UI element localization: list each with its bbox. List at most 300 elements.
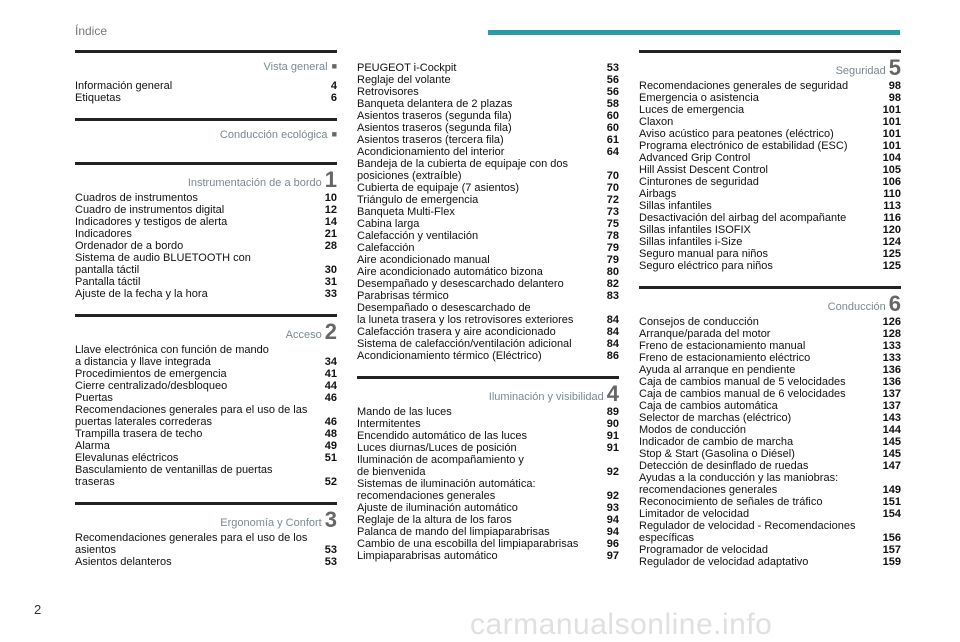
toc-entry[interactable] [639,316,901,328]
entry-label: Calefacción y ventilación [357,230,479,242]
entry-list [357,62,619,362]
entry-label: Desempañado y desescarchado delantero [357,278,564,290]
entry-page-number: 96 [606,538,619,550]
entry-page-number: 75 [606,218,619,230]
toc-entry[interactable] [75,404,337,428]
section-number: 5 [888,55,901,80]
entry-label: Seguro manual para niños [639,248,769,260]
entry-label: Advanced Grip Control [639,152,751,164]
entry-page-number: 91 [606,430,619,442]
entry-label: Cierre centralizado/desbloqueo [75,380,228,392]
toc-entry[interactable] [639,340,901,352]
entry-page-number: 105 [882,164,901,176]
section-title[interactable] [220,127,337,141]
entry-label: Sistemas de iluminación automática: recomendaciones generales [357,478,536,502]
toc-entry[interactable] [639,224,901,236]
toc-entry[interactable] [639,556,901,568]
entry-page-number: 56 [606,86,619,98]
entry-page-number: 14 [324,216,337,228]
toc-entry[interactable] [75,276,337,288]
toc-entry[interactable] [357,338,619,350]
toc-entry[interactable] [357,278,619,290]
entry-label: Claxon [639,116,674,128]
entry-label: Seguro eléctrico para niños [639,260,773,272]
toc-entry[interactable] [639,80,901,92]
entry-label: Indicador de cambio de marcha [639,436,794,448]
toc-entry[interactable] [357,62,619,74]
entry-page-number: 53 [606,62,619,74]
toc-entry[interactable] [357,158,619,182]
entry-page-number: 46 [324,392,337,404]
entry-page-number: 144 [882,424,901,436]
toc-entry[interactable] [639,388,901,400]
entry-page-number: 101 [882,116,901,128]
section-number: 4 [606,381,619,406]
entry-page-number: 137 [882,400,901,412]
entry-page-number: 83 [606,290,619,302]
section-title[interactable] [187,167,337,192]
entry-label: Cabina larga [357,218,420,230]
entry-page-number: 34 [324,356,337,368]
entry-label: Caja de cambios automática [639,400,778,412]
entry-label: Alarma [75,440,110,452]
entry-page-number: 92 [606,490,619,502]
entry-page-number: 80 [606,266,619,278]
toc-entry[interactable] [75,428,337,440]
toc-entry[interactable] [357,326,619,338]
entry-label: Reconocimiento de señales de tráfico [639,496,823,508]
entry-page-number: 89 [606,406,619,418]
toc-section [75,314,337,488]
entry-label: Freno de estacionamiento eléctrico [639,352,811,364]
entry-label: Programa electrónico de estabilidad (ESC) [639,140,848,152]
entry-label: Ordenador de a bordo [75,240,184,252]
section-title-label: Iluminación y visibilidad [488,391,604,403]
entry-label: Emergencia o asistencia [639,92,759,104]
entry-label: Iluminación de acompañamiento y de bienvenida [357,454,524,478]
entry-page-number: 82 [606,278,619,290]
toc-entry[interactable] [639,188,901,200]
toc-section [75,502,337,568]
entry-label: Asientos delanteros [75,556,172,568]
toc-entry[interactable] [357,526,619,538]
entry-page-number: 101 [882,140,901,152]
toc-entry[interactable] [357,454,619,478]
entry-page-number: 79 [606,242,619,254]
entry-label: Detección de desinflado de ruedas [639,460,809,472]
toc-entry[interactable] [639,152,901,164]
toc-entry[interactable] [75,216,337,228]
toc-entry[interactable] [357,122,619,134]
entry-page-number: 106 [882,176,901,188]
toc-entry[interactable] [75,344,337,368]
toc-entry[interactable] [75,80,337,92]
toc-entry[interactable] [639,200,901,212]
entry-label: Stop & Start (Gasolina o Diésel) [639,448,795,460]
toc-section [75,118,337,148]
toc-entry[interactable] [75,464,337,488]
entry-page-number: 147 [882,460,901,472]
toc-entry[interactable] [75,288,337,300]
toc-entry[interactable] [639,496,901,508]
entry-label: Retrovisores [357,86,419,98]
entry-page-number: 154 [882,508,901,520]
entry-label: Caja de cambios manual de 6 velocidades [639,388,846,400]
entry-page-number: 128 [882,328,901,340]
toc-entry[interactable] [357,98,619,110]
watermark: carmanualsonline.info [470,608,773,641]
toc-entry[interactable] [357,350,619,362]
entry-label: Llave electrónica con función de mando a distancia y llave integrada [75,344,269,368]
toc-section [357,376,619,562]
toc-entry[interactable] [75,192,337,204]
entry-label: Indicadores [75,228,132,240]
section-number: 1 [324,167,337,192]
section-title-label: Instrumentación de a bordo [187,177,322,189]
entry-page-number: 10 [324,192,337,204]
toc-entry[interactable] [75,452,337,464]
entry-page-number: 72 [606,194,619,206]
entry-label: Sillas infantiles i-Size [639,236,743,248]
toc-entry[interactable] [357,406,619,418]
entry-page-number: 143 [882,412,901,424]
toc-entry[interactable] [639,260,901,272]
entry-page-number: 79 [606,254,619,266]
entry-label: Airbags [639,188,677,200]
entry-label: Ajuste de iluminación automático [357,502,518,514]
section-title-label: Vista general [263,61,328,73]
toc-entry[interactable] [639,472,901,496]
entry-label: Cinturones de seguridad [639,176,759,188]
section-number: 6 [888,291,901,316]
toc-entry[interactable] [75,556,337,568]
entry-list [357,406,619,562]
entry-label: Recomendaciones generales para el uso de las puertas laterales correderas [75,404,308,428]
square-bullet-icon: ■ [331,129,337,139]
toc-entry[interactable] [357,86,619,98]
toc-entry[interactable] [75,228,337,240]
toc-entry[interactable] [639,164,901,176]
entry-page-number: 44 [324,380,337,392]
toc-entry[interactable] [75,392,337,404]
toc-entry[interactable] [75,380,337,392]
section-header [75,162,337,192]
entry-page-number: 113 [883,200,901,212]
entry-page-number: 12 [324,204,337,216]
toc-entry[interactable] [357,74,619,86]
entry-page-number: 91 [606,442,619,454]
entry-label: Reglaje del volante [357,74,451,86]
toc-entry[interactable] [75,252,337,276]
section-title[interactable] [285,319,337,344]
toc-entry[interactable] [357,290,619,302]
entry-page-number: 98 [888,92,901,104]
toc-entry[interactable] [75,92,337,104]
section-header [75,502,337,532]
entry-page-number: 70 [606,170,619,182]
entry-label: Encendido automático de las luces [357,430,527,442]
toc-entry[interactable] [357,514,619,526]
entry-page-number: 137 [882,388,901,400]
entry-list [639,80,901,272]
entry-label: Etiquetas [75,92,121,104]
toc-entry[interactable] [639,400,901,412]
entry-page-number: 93 [606,502,619,514]
entry-label: Aire acondicionado manual [357,254,490,266]
entry-label: Aire acondicionado automático bizona [357,266,543,278]
entry-label: Acondicionamiento del interior [357,146,505,158]
toc-entry[interactable] [639,352,901,364]
entry-label: Bandeja de la cubierta de equipaje con dos posiciones (extraíble) [357,158,568,182]
entry-page-number: 41 [324,368,337,380]
toc-entry[interactable] [75,532,337,556]
entry-label: Sistema de calefacción/ventilación adicional [357,338,572,350]
toc-entry[interactable] [357,146,619,158]
entry-label: Luces diurnas/Luces de posición [357,442,517,454]
entry-page-number: 124 [882,236,901,248]
entry-list [75,532,337,568]
toc-entry[interactable] [357,418,619,430]
entry-label: Elevalunas eléctricos [75,452,179,464]
entry-list [75,80,337,104]
entry-page-number: 92 [606,466,619,478]
section-title-label: Ergonomía y Confort [220,517,322,529]
section-title[interactable] [220,507,337,532]
toc-entry[interactable] [639,176,901,188]
entry-label: Asientos traseros (tercera fila) [357,134,504,146]
entry-page-number: 60 [606,122,619,134]
entry-page-number: 133 [882,340,901,352]
entry-label: Recomendaciones generales de seguridad [639,80,849,92]
section-header [75,118,337,148]
section-header [75,314,337,344]
toc-entry[interactable] [357,302,619,326]
toc-entry[interactable] [357,134,619,146]
section-title-label: Seguridad [835,65,886,77]
toc-entry[interactable] [357,242,619,254]
toc-entry[interactable] [357,538,619,550]
entry-label: Ayudas a la conducción y las maniobras: recomendaciones generales [639,472,839,496]
toc-entry[interactable] [639,212,901,224]
toc-entry[interactable] [639,376,901,388]
entry-label: Hill Assist Descent Control [639,164,768,176]
entry-label: Banqueta Multi-Flex [357,206,455,218]
entry-label: Palanca de mando del limpiaparabrisas [357,526,550,538]
toc-entry[interactable] [639,544,901,556]
entry-page-number: 156 [882,532,901,544]
entry-label: Sillas infantiles [639,200,712,212]
toc-entry[interactable] [639,448,901,460]
toc-entry[interactable] [639,104,901,116]
toc-entry[interactable] [357,478,619,502]
entry-label: Consejos de conducción [639,316,759,328]
square-bullet-icon: ■ [331,61,337,71]
entry-label: Cambio de una escobilla del limpiaparabrisas [357,538,579,550]
entry-page-number: 125 [882,260,901,272]
entry-label: Trampilla trasera de techo [75,428,203,440]
entry-label: Selector de marchas (eléctrico) [639,412,792,424]
section-number: 2 [324,319,337,344]
section-title[interactable] [488,381,619,406]
section-title[interactable] [835,55,901,80]
entry-page-number: 6 [330,92,337,104]
entry-page-number: 126 [882,316,901,328]
section-header [357,376,619,406]
section-header [639,286,901,316]
entry-label: Calefacción [357,242,415,254]
entry-page-number: 86 [606,350,619,362]
entry-label: Programador de velocidad [639,544,769,556]
entry-page-number: 84 [606,314,619,326]
entry-label: Cubierta de equipaje (7 asientos) [357,182,520,194]
toc-entry[interactable] [357,230,619,242]
entry-label: Asientos traseros (segunda fila) [357,110,512,122]
entry-label: Desempañado o desescarchado de la luneta trasera y los retrovisores exteriores [357,302,574,326]
toc-entry[interactable] [639,328,901,340]
entry-page-number: 46 [324,416,337,428]
toc-entry[interactable] [357,182,619,194]
toc-entry[interactable] [357,266,619,278]
entry-page-number: 60 [606,110,619,122]
entry-label: Información general [75,80,173,92]
section-title-label: Conducción ecológica [219,129,328,141]
entry-label: Mando de las luces [357,406,452,418]
entry-page-number: 64 [606,146,619,158]
toc-entry[interactable] [639,364,901,376]
entry-label: Procedimientos de emergencia [75,368,227,380]
entry-page-number: 125 [882,248,901,260]
toc-section [75,50,337,104]
entry-list [639,316,901,568]
section-header [75,50,337,80]
entry-list [75,344,337,488]
entry-label: Sistema de audio BLUETOOTH con pantalla táctil [75,252,251,276]
toc-section [357,62,619,362]
toc-entry[interactable] [357,194,619,206]
toc-entry[interactable] [639,520,901,544]
entry-page-number: 73 [606,206,619,218]
page-number: 2 [34,602,42,617]
entry-label: Triángulo de emergencia [357,194,479,206]
entry-label: Caja de cambios manual de 5 velocidades [639,376,846,388]
entry-page-number: 28 [324,240,337,252]
toc-entry[interactable] [639,248,901,260]
entry-page-number: 33 [324,288,337,300]
entry-label: PEUGEOT i-Cockpit [357,62,457,74]
toc-entry[interactable] [639,508,901,520]
toc-entry[interactable] [639,92,901,104]
entry-page-number: 116 [883,212,901,224]
section-number: 3 [324,507,337,532]
entry-label: Intermitentes [357,418,421,430]
toc-entry[interactable] [639,460,901,472]
toc-entry[interactable] [357,430,619,442]
entry-page-number: 48 [324,428,337,440]
toc-entry[interactable] [639,424,901,436]
entry-page-number: 94 [606,526,619,538]
toc-entry[interactable] [639,236,901,248]
toc-entry[interactable] [639,412,901,424]
entry-page-number: 110 [883,188,901,200]
entry-page-number: 98 [888,80,901,92]
toc-entry[interactable] [75,440,337,452]
entry-page-number: 104 [882,152,901,164]
section-title[interactable] [264,59,337,73]
entry-page-number: 31 [324,276,337,288]
entry-label: Regulador de velocidad adaptativo [639,556,809,568]
entry-page-number: 53 [324,544,337,556]
toc-entry[interactable] [357,110,619,122]
toc-column-3 [639,50,901,582]
toc-entry[interactable] [357,550,619,562]
entry-label: Sillas infantiles ISOFIX [639,224,751,236]
toc-column-2 [357,50,619,576]
section-title-label: Acceso [285,329,322,341]
entry-page-number: 30 [324,264,337,276]
entry-page-number: 97 [606,550,619,562]
toc-entry[interactable] [639,140,901,152]
entry-label: Cuadro de instrumentos digital [75,204,225,216]
entry-page-number: 136 [882,376,901,388]
toc-entry[interactable] [639,128,901,140]
entry-list [75,192,337,300]
toc-entry[interactable] [357,502,619,514]
entry-page-number: 151 [882,496,901,508]
entry-page-number: 101 [882,128,901,140]
entry-label: Limitador de velocidad [639,508,750,520]
entry-page-number: 4 [330,80,337,92]
toc-entry[interactable] [639,116,901,128]
entry-page-number: 84 [606,338,619,350]
entry-label: Banqueta delantera de 2 plazas [357,98,513,110]
entry-label: Indicadores y testigos de alerta [75,216,228,228]
toc-entry[interactable] [357,442,619,454]
entry-page-number: 52 [324,476,337,488]
entry-page-number: 145 [882,436,901,448]
entry-label: Aviso acústico para peatones (eléctrico) [639,128,834,140]
entry-label: Ajuste de la fecha y la hora [75,288,208,300]
toc-entry[interactable] [357,254,619,266]
entry-label: Freno de estacionamiento manual [639,340,806,352]
entry-label: Luces de emergencia [639,104,745,116]
section-title[interactable] [827,291,901,316]
entry-page-number: 61 [606,134,619,146]
toc-entry[interactable] [357,206,619,218]
entry-label: Calefacción trasera y aire acondicionado [357,326,556,338]
entry-page-number: 90 [606,418,619,430]
section-title-label: Conducción [827,301,886,313]
toc-entry[interactable] [639,436,901,448]
toc-entry[interactable] [75,240,337,252]
entry-label: Basculamiento de ventanillas de puertas traseras [75,464,273,488]
entry-page-number: 157 [882,544,901,556]
entry-label: Cuadros de instrumentos [75,192,198,204]
entry-page-number: 70 [606,182,619,194]
toc-section [75,162,337,300]
entry-label: Pantalla táctil [75,276,141,288]
entry-label: Acondicionamiento térmico (Eléctrico) [357,350,542,362]
entry-label: Limpiaparabrisas automático [357,550,498,562]
section-header [639,50,901,80]
entry-label: Ayuda al arranque en pendiente [639,364,796,376]
toc-section [639,286,901,568]
toc-entry[interactable] [75,368,337,380]
toc-entry[interactable] [75,204,337,216]
entry-page-number: 136 [882,364,901,376]
entry-page-number: 51 [324,452,337,464]
entry-page-number: 53 [324,556,337,568]
toc-entry[interactable] [357,218,619,230]
